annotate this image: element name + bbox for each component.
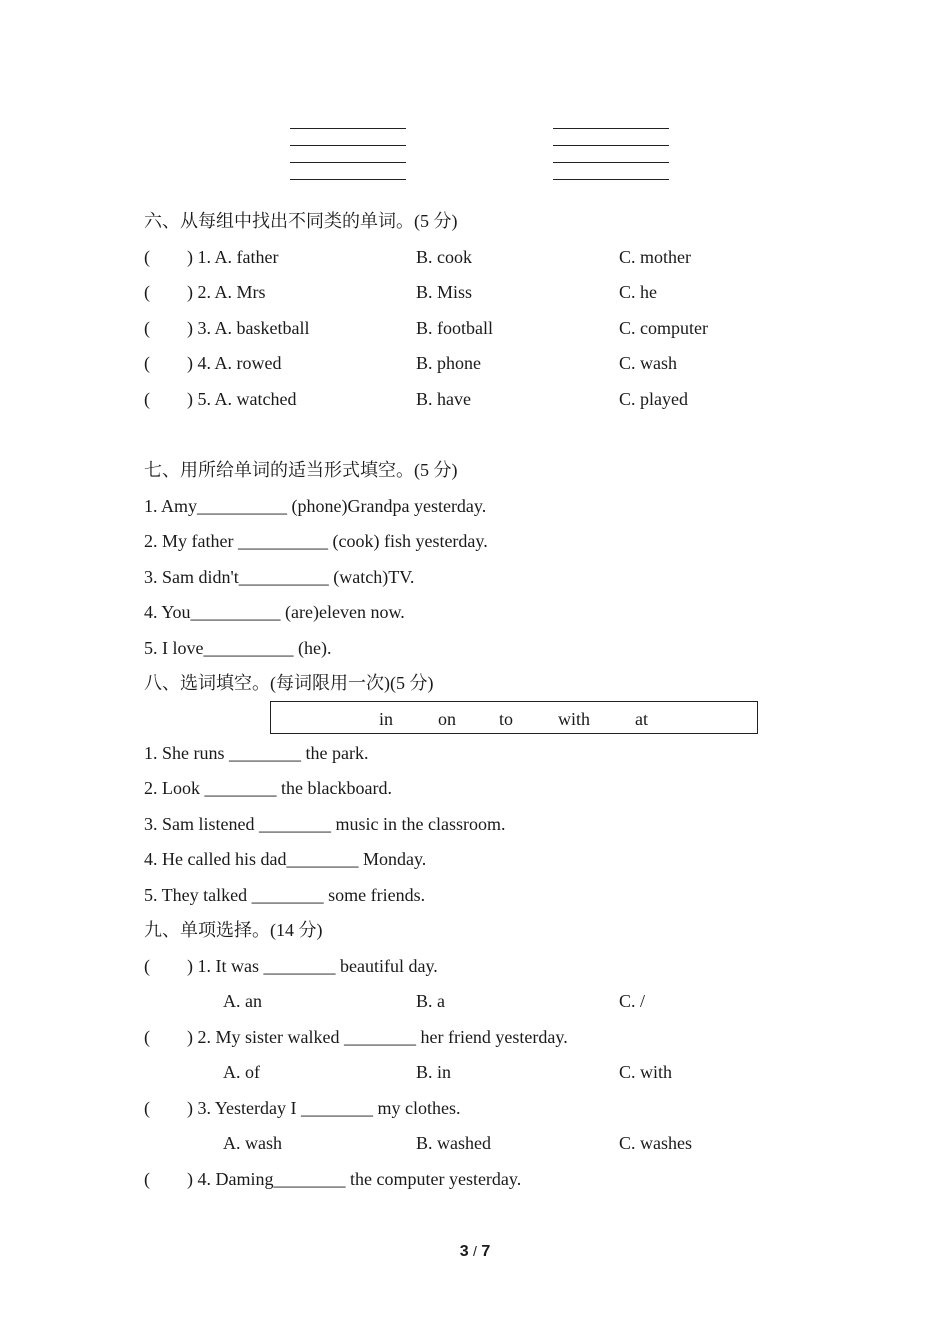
section8-item-4: 4. He called his dad________ Monday. <box>144 849 427 869</box>
item-option-b: B. Miss <box>416 282 473 302</box>
answer-line[interactable] <box>290 145 406 146</box>
answer-line[interactable] <box>553 128 669 129</box>
item-option-c: C. he <box>619 282 657 302</box>
choice-c: C. washes <box>619 1133 692 1153</box>
answer-line[interactable] <box>553 179 669 180</box>
answer-paren[interactable]: ( <box>144 1027 150 1047</box>
choice-c: C. / <box>619 991 646 1011</box>
page-separator: / <box>473 1243 477 1259</box>
answer-paren[interactable]: ( <box>144 247 150 267</box>
section6-heading: 六、从每组中找出不同类的单词。(5 分) <box>144 211 458 231</box>
section9-heading: 九、单项选择。(14 分) <box>144 920 323 940</box>
section7-item-1: 1. Amy__________ (phone)Grandpa yesterday. <box>144 496 487 516</box>
answer-paren[interactable]: ( <box>144 318 150 338</box>
section8-item-1: 1. She runs ________ the park. <box>144 743 369 763</box>
word-bank-word: in <box>379 709 394 729</box>
item-option-b: B. phone <box>416 353 481 373</box>
section8-item-2: 2. Look ________ the blackboard. <box>144 778 392 798</box>
answer-paren[interactable]: ( <box>144 956 150 976</box>
choice-b: B. washed <box>416 1133 491 1153</box>
word-bank-word: at <box>635 709 648 729</box>
word-bank-word: on <box>438 709 456 729</box>
word-bank-box <box>270 701 758 734</box>
answer-paren[interactable]: ( <box>144 282 150 302</box>
answer-paren[interactable]: ( <box>144 1098 150 1118</box>
page-total: 7 <box>481 1243 491 1260</box>
word-bank-word: with <box>558 709 591 729</box>
answer-line[interactable] <box>553 162 669 163</box>
answer-paren[interactable]: ( <box>144 389 150 409</box>
item-option-b: B. football <box>416 318 493 338</box>
answer-paren[interactable]: ( <box>144 1169 150 1189</box>
item-option-c: C. computer <box>619 318 708 338</box>
item-option-a: ) 5. A. watched <box>187 389 297 409</box>
item-option-c: C. mother <box>619 247 691 267</box>
section7-item-5: 5. I love__________ (he). <box>144 638 332 658</box>
item-option-c: C. played <box>619 389 688 409</box>
item-option-a: ) 4. A. rowed <box>187 353 282 373</box>
answer-line[interactable] <box>553 145 669 146</box>
item-option-a: ) 1. A. father <box>187 247 279 267</box>
section8-item-5: 5. They talked ________ some friends. <box>144 885 426 905</box>
choice-b: B. a <box>416 991 445 1011</box>
choice-c: C. with <box>619 1062 673 1082</box>
page-number <box>0 1243 950 1261</box>
section8-heading: 八、选词填空。(每词限用一次)(5 分) <box>144 673 434 693</box>
item-option-c: C. wash <box>619 353 677 373</box>
answer-line[interactable] <box>290 162 406 163</box>
question-text: ) 2. My sister walked ________ her friend yesterday. <box>187 1027 568 1047</box>
question-text: ) 4. Daming________ the computer yesterday. <box>187 1169 522 1189</box>
section7-item-4: 4. You__________ (are)eleven now. <box>144 602 405 622</box>
question-text: ) 1. It was ________ beautiful day. <box>187 956 438 976</box>
word-bank-word: to <box>499 709 514 729</box>
answer-line[interactable] <box>290 179 406 180</box>
question-text: ) 3. Yesterday I ________ my clothes. <box>187 1098 461 1118</box>
item-option-b: B. cook <box>416 247 472 267</box>
page-current: 3 <box>459 1243 469 1260</box>
choice-a: A. of <box>223 1062 260 1082</box>
answer-paren[interactable]: ( <box>144 353 150 373</box>
section7-item-3: 3. Sam didn't__________ (watch)TV. <box>144 567 415 587</box>
choice-b: B. in <box>416 1062 452 1082</box>
section7-item-2: 2. My father __________ (cook) fish yesterday. <box>144 531 488 551</box>
item-option-b: B. have <box>416 389 471 409</box>
item-option-a: ) 2. A. Mrs <box>187 282 266 302</box>
section8-item-3: 3. Sam listened ________ music in the classroom. <box>144 814 506 834</box>
choice-a: A. an <box>223 991 262 1011</box>
choice-a: A. wash <box>223 1133 282 1153</box>
answer-line[interactable] <box>290 128 406 129</box>
item-option-a: ) 3. A. basketball <box>187 318 310 338</box>
section7-heading: 七、用所给单词的适当形式填空。(5 分) <box>144 460 458 480</box>
